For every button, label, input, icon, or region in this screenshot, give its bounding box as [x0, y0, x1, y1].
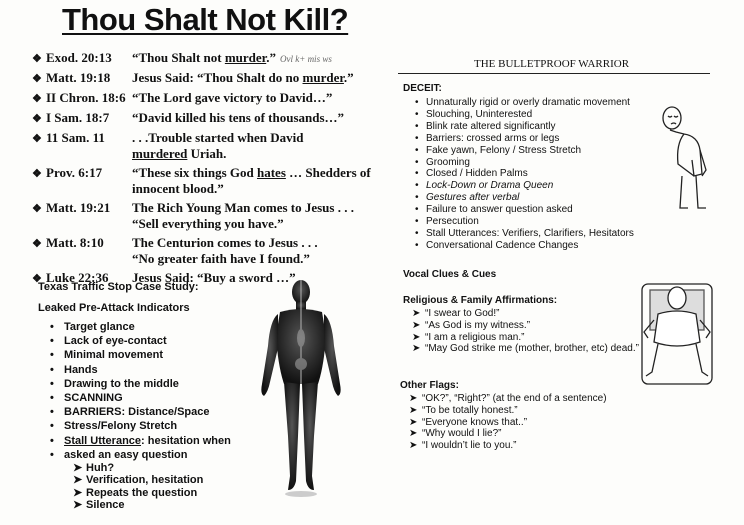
scripture-row: ❖ Matt. 19:18 Jesus Said: “Thou Shalt do no murder.” [32, 70, 354, 85]
slouching-man-illustration [654, 104, 714, 214]
list-item: • Hands [38, 363, 278, 377]
scripture-row: ❖ Exod. 20:13 “Thou Shalt not murder.” Ovl k+ mis ws [32, 50, 332, 65]
arrow-bullet-icon: ➤ [73, 474, 83, 487]
sub-list-item: ➤ Silence [73, 499, 125, 512]
other-flags-list [400, 393, 700, 452]
arrow-bullet-icon: ➤ [73, 462, 83, 475]
list-item: ➤ “I am a religious man.” [412, 331, 525, 343]
list-item: • Failure to answer question asked [403, 204, 703, 216]
sub-list-item: ➤ Repeats the question [73, 486, 198, 499]
arrow-bullet-icon: ➤ [73, 499, 83, 512]
diamond-bullet-icon: ❖ [32, 273, 42, 285]
anatomy-figure-image [250, 276, 352, 498]
case-study-subheading: Leaked Pre-Attack Indicators [38, 302, 190, 314]
list-item: ➤ “I swear to God!” [412, 308, 500, 319]
deceit-heading: DECEIT: [403, 83, 442, 94]
list-item: ➤ “Everyone knows that..” [409, 416, 528, 428]
scripture-ref: 11 Sam. 11 [46, 130, 105, 145]
arrow-bullet-icon: ➤ [412, 343, 421, 355]
list-item: ➤ “As God is my witness.” [412, 319, 531, 331]
list-item: • Lack of eye-contact [38, 334, 278, 348]
scripture-ref: Matt. 19:18 [46, 70, 111, 85]
list-item: • Stall Utterance: hesitation when [38, 434, 278, 448]
list-item: • Grooming [403, 157, 703, 169]
diamond-bullet-icon: ❖ [32, 73, 42, 85]
diamond-bullet-icon: ❖ [32, 53, 42, 65]
arrow-bullet-icon: ➤ [409, 393, 418, 404]
scripture-ref: I Sam. 18:7 [46, 110, 110, 125]
arrow-bullet-icon: ➤ [409, 416, 418, 428]
religious-heading: Religious & Family Affirmations: [403, 295, 558, 306]
scripture-ref: II Chron. 18:6 [46, 90, 126, 105]
list-item: • Conversational Cadence Changes [403, 240, 703, 252]
list-item: ➤ “I wouldn’t lie to you.” [409, 440, 517, 452]
list-item: • Barriers: crossed arms or legs [403, 133, 703, 145]
stall-utterance-label: Stall Utterance [64, 434, 142, 447]
scripture-row: ❖ II Chron. 18:6 “The Lord gave victory to David…” [32, 90, 333, 105]
list-item: • SCANNING [38, 391, 278, 405]
list-item: • Gestures after verbal [403, 192, 703, 204]
arrow-bullet-icon: ➤ [412, 319, 421, 331]
list-item: • Minimal movement [38, 348, 278, 362]
page-title: Thou Shalt Not Kill? [62, 2, 349, 37]
scripture-ref: Matt. 19:21 [46, 200, 111, 215]
list-item: ➤ “OK?”, “Right?” (at the end of a sentence) [409, 393, 607, 404]
right-title: THE BULLETPROOF WARRIOR [474, 58, 630, 70]
list-item: • Lock-Down or Drama Queen [403, 180, 703, 192]
arrow-bullet-icon: ➤ [409, 428, 418, 440]
vocal-heading: Vocal Clues & Cues [403, 269, 497, 280]
divider [398, 73, 710, 74]
other-flags-heading: Other Flags: [400, 380, 459, 391]
scripture-ref: Luke 22:36 [46, 270, 109, 285]
list-item: ➤ “To be totally honest.” [409, 404, 518, 416]
diamond-bullet-icon: ❖ [32, 203, 42, 215]
other-flags-section [400, 380, 700, 452]
list-item: • Target glance [38, 320, 278, 334]
case-study-heading: Texas Traffic Stop Case Study: [38, 281, 199, 293]
list-item: • Stress/Felony Stretch [38, 419, 278, 433]
seated-man-illustration [636, 280, 718, 390]
case-study [38, 281, 278, 512]
arrow-bullet-icon: ➤ [73, 486, 83, 499]
diamond-bullet-icon: ❖ [32, 113, 42, 125]
scripture-row: ❖ Luke 22:36 Jesus Said: “Buy a sword …” [32, 270, 296, 285]
scripture-ref: Exod. 20:13 [46, 50, 112, 65]
diamond-bullet-icon: ❖ [32, 133, 42, 145]
scripture-row: ❖ 11 Sam. 11 . . .Trouble started when David murdered Uriah. [32, 130, 304, 161]
list-item: • Stall Utterances: Verifiers, Clarifiers, Hesitators [403, 228, 703, 240]
scripture-row: ❖ Matt. 8:10 The Centurion comes to Jesus . . . “No greater faith have I found.” [32, 235, 318, 266]
sub-list-item: ➤ Huh? [73, 462, 115, 475]
scripture-ref: Matt. 8:10 [46, 235, 104, 250]
arrow-bullet-icon: ➤ [409, 404, 418, 416]
diamond-bullet-icon: ❖ [32, 168, 42, 180]
list-item: • asked an easy question [38, 448, 278, 462]
list-item: • Persecution [403, 216, 703, 228]
scripture-row: ❖ I Sam. 18:7 “David killed his tens of thousands…” [32, 110, 345, 125]
diamond-bullet-icon: ❖ [32, 93, 42, 105]
diamond-bullet-icon: ❖ [32, 238, 42, 250]
arrow-bullet-icon: ➤ [412, 331, 421, 343]
list-item: • Fake yawn, Felony / Stress Stretch [403, 145, 703, 157]
scripture-row: ❖ Prov. 6:17 “These six things God hates … Shedders of innocent blood.” [32, 165, 371, 196]
scripture-ref: Prov. 6:17 [46, 165, 103, 180]
list-item: • Drawing to the middle [38, 377, 278, 391]
indicator-list [38, 320, 278, 512]
sub-list-item: ➤ Verification, hesitation [73, 474, 204, 487]
list-item: • Slouching, Uninterested [403, 109, 703, 121]
handwritten-note: Ovl k+ mis ws [280, 54, 332, 64]
list-item: ➤ “May God strike me (mother, brother, etc) dead.” [412, 343, 639, 355]
list-item: ➤ “Why would I lie?” [409, 428, 502, 440]
arrow-bullet-icon: ➤ [412, 308, 421, 319]
list-item: • BARRIERS: Distance/Space [38, 405, 278, 419]
scripture-list [32, 50, 392, 290]
list-item: • Closed / Hidden Palms [403, 168, 703, 180]
list-item: • Unnaturally rigid or overly dramatic movement [403, 97, 703, 109]
scripture-row: ❖ Matt. 19:21 The Rich Young Man comes to Jesus . . . “Sell everything you have.” [32, 200, 354, 231]
list-item: • Blink rate altered significantly [403, 121, 703, 133]
arrow-bullet-icon: ➤ [409, 440, 418, 452]
